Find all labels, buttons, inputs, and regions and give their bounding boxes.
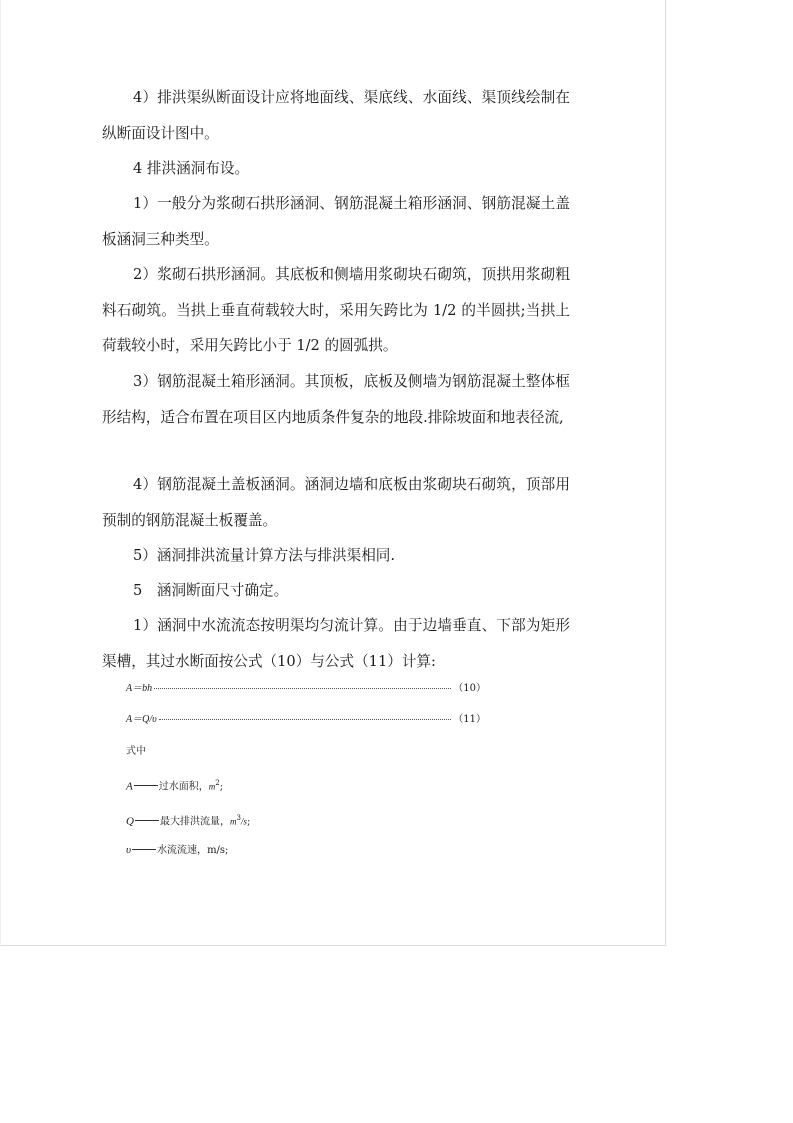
- definition-area-unit: m: [208, 781, 216, 792]
- paragraph-culvert-types: 1）一般分为浆砌石拱形涵洞、钢筋混凝土箱形涵洞、钢筋混凝土盖板涵洞三种类型。: [102, 195, 570, 248]
- definition-velocity-symbol: υ: [126, 844, 132, 856]
- paragraph-section-formula-intro: 1）涵洞中水流流态按明渠均匀流计算。由于边墙垂直、下部为矩形渠槽，其过水断面按公式（10）与公式（11）计算:: [102, 617, 570, 670]
- definition-discharge-unit-tail: /s: [240, 816, 247, 827]
- equation-10-leader: [154, 687, 451, 689]
- definition-discharge-unit: m: [229, 816, 237, 827]
- definition-velocity: [126, 842, 228, 859]
- definition-area-desc: 过水面积，: [158, 781, 209, 793]
- equation-11-number: （11）: [453, 714, 486, 725]
- paragraph-flow-calc: 5）涵洞排洪流量计算方法与排洪渠相同.: [133, 547, 396, 564]
- equation-10-lhs: A＝bh: [126, 683, 153, 694]
- definition-discharge-sup: 3: [236, 814, 241, 822]
- equation-10-number: （10）: [453, 683, 486, 694]
- where-label: 式中: [126, 746, 146, 757]
- equation-11: [126, 712, 486, 728]
- definition-dash: [135, 820, 159, 821]
- definition-discharge-tail: ;: [246, 816, 251, 828]
- definition-discharge-symbol: Q: [126, 815, 134, 828]
- equation-11-leader: [159, 718, 452, 720]
- definition-discharge-desc: 最大排洪流量，: [159, 816, 230, 828]
- paragraph-slab-culvert: 4）钢筋混凝土盖板涵洞。涵洞边墙和底板由浆砌块石砌筑，顶部用预制的钢筋混凝土板覆盖。: [102, 476, 570, 529]
- definition-velocity-desc: 水流流速，: [157, 845, 208, 856]
- definition-velocity-tail: ;: [225, 845, 229, 856]
- equation-11-lhs: A＝Q/υ: [126, 714, 157, 725]
- definition-area: [126, 775, 223, 795]
- paragraph-box-culvert: 3）钢筋混凝土箱形涵洞。其顶板，底板及侧墙为钢筋混凝土整体框形结构，适合布置在项目区内地质条件复杂的地段.排除坡面和地表径流,: [102, 373, 570, 426]
- definition-dash: [134, 785, 158, 786]
- definition-area-symbol: A: [126, 780, 133, 793]
- paragraph-channel-profile: 4）排洪渠纵断面设计应将地面线、渠底线、水面线、渠顶线绘制在纵断面设计图中。: [102, 89, 570, 142]
- equation-10: [126, 681, 486, 697]
- paragraph-culvert-heading: 4 排洪涵洞布设。: [133, 160, 250, 177]
- definition-dash: [132, 849, 156, 850]
- definition-discharge: [126, 810, 250, 830]
- paragraph-section-heading: 5 涵洞断面尺寸确定。: [133, 582, 289, 599]
- definition-area-sup: 2: [215, 779, 220, 787]
- definition-area-tail: ;: [219, 781, 224, 793]
- definition-velocity-unit: m/s: [207, 845, 226, 856]
- paragraph-arch-culvert: 2）浆砌石拱形涵洞。其底板和侧墙用浆砌块石砌筑，顶拱用浆砌粗料石砌筑。当拱上垂直荷载较大时，采用矢跨比为 1/2 的半圆拱;当拱上荷载较小时，采用矢跨比小于 1/2 的圆弧拱。: [102, 266, 570, 354]
